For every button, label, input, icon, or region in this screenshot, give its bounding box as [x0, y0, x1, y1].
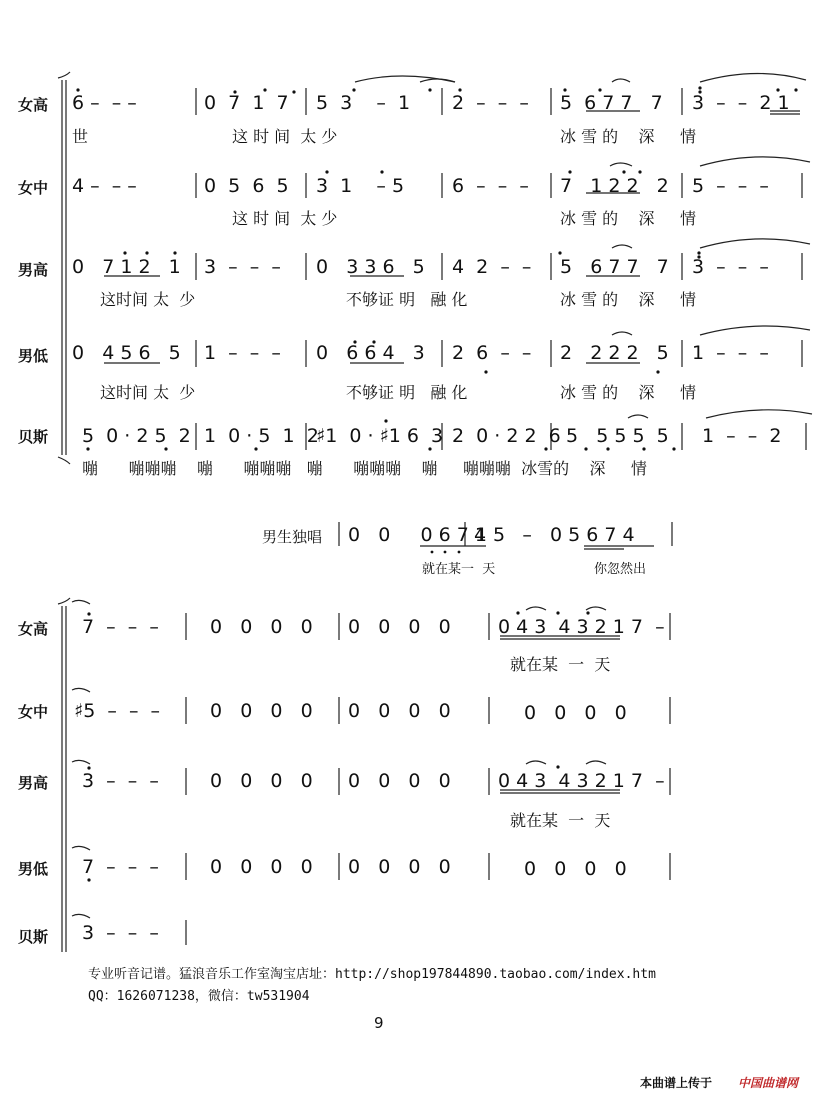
measure: 0 0 0 0 [210, 616, 313, 638]
measure: 5 6 7 7 7 [560, 92, 663, 114]
measure: 2 2 2 2 5 [560, 342, 669, 364]
part-label-soprano: 女高 [18, 96, 49, 114]
lyric: 这 时 间 太 少 [232, 209, 338, 228]
measure: 4 2 – – [452, 256, 532, 278]
measure: 0 0 0 6 7 1 5 [348, 524, 506, 546]
measure: 0 0 0 0 [348, 700, 451, 722]
lyric: 这 时 间 太 少 [232, 127, 338, 146]
lyric: 这时间 太 少 [100, 383, 196, 402]
lyric: 就在某 一 天 [510, 655, 611, 674]
lyric: 嘣 嘣嘣嘣 嘣 嘣嘣嘣 嘣 嘣嘣嘣 嘣 嘣嘣嘣 冰雪的 深 情 [82, 459, 647, 478]
part-label-alto: 女中 [18, 703, 49, 721]
measure: 5 6 7 7 7 [560, 256, 669, 278]
lyric: 冰 雪 的 深 情 [560, 127, 696, 146]
measure: 0 4 3 4 3 2 1 7 – [498, 616, 665, 638]
watermark-text: 本曲谱上传于 [640, 1076, 713, 1090]
measure: 5 3 – 1 [316, 92, 411, 114]
measure: 3 – – 2 1 [692, 92, 790, 114]
lyric: 不够证 明 融 化 [346, 383, 468, 402]
part-label-tenor: 男高 [18, 774, 49, 792]
measure: 5 5 5 5 5 [566, 425, 669, 447]
measure: 0 0 0 0 [524, 702, 627, 724]
measure: 0 0 0 0 [210, 856, 313, 878]
lyric: 冰 雪 的 深 情 [560, 209, 696, 228]
part-label-alto: 女中 [18, 179, 49, 197]
measure: 0 6 6 4 3 [316, 342, 425, 364]
lyric: 世 [72, 127, 89, 146]
measure: 0 0 0 0 [210, 700, 313, 722]
measure: 0 7 1 2 1 [72, 256, 181, 278]
measure: 0 0 0 0 [348, 616, 451, 638]
measure: 7 – – – [82, 856, 159, 878]
measure: ♯1 0 · ♯1 6 3 [316, 425, 444, 447]
lyric: 不够证 明 融 化 [346, 290, 468, 309]
lyric: 冰 雪 的 深 情 [560, 290, 696, 309]
part-label-soprano: 女高 [18, 620, 49, 638]
part-label-bassline: 贝斯 [18, 428, 49, 446]
measure: 3 – – – [204, 256, 281, 278]
solo-label: 男生独唱 [262, 528, 323, 546]
measure: ♯5 – – – [74, 700, 161, 722]
measure: 5 0 · 2 5 2 [82, 425, 191, 447]
measure: 0 4 5 6 5 [72, 342, 181, 364]
measure: 1 – – – [692, 342, 769, 364]
measure: 1 – – – [204, 342, 281, 364]
measure: 0 5 6 5 [204, 175, 289, 197]
measure: 2 – – – [452, 92, 529, 114]
measure: 0 0 0 0 [524, 858, 627, 880]
lyric: 就在某一 天 [422, 562, 496, 577]
measure: 0 3 3 6 5 [316, 256, 425, 278]
measure: 3 – – – [692, 256, 769, 278]
part-label-bassline: 贝斯 [18, 928, 49, 946]
measure: 1 – – 2 [702, 425, 782, 447]
measure: 4 – – – [72, 175, 137, 197]
measure: 5 – – – [692, 175, 769, 197]
measure: 7 – – – [82, 616, 159, 638]
measure: 4 – 0 5 6 7 4 [474, 524, 635, 546]
measure: 0 0 0 0 [348, 856, 451, 878]
lyric: 这时间 太 少 [100, 290, 196, 309]
measure: 0 0 0 0 [348, 770, 451, 792]
measure: 6 – – – [452, 175, 529, 197]
measure: 2 6 – – [452, 342, 532, 364]
measure: 7 1 2 2 2 [560, 175, 669, 197]
measure: 3 – – – [82, 770, 159, 792]
measure: 0 7 1 7 [204, 92, 289, 114]
footer-shop-line: 专业听音记谱。猛浪音乐工作室淘宝店址：http://shop197844890.taobao.com/index.htm [88, 967, 656, 982]
lyric: 你忽然出 [594, 562, 647, 577]
lyric: 就在某 一 天 [510, 811, 611, 830]
page-number: 9 [374, 1014, 384, 1032]
part-label-bass: 男低 [18, 347, 49, 365]
measure: 1 0 · 5 1 2 [204, 425, 319, 447]
measure: 3 – – – [82, 922, 159, 944]
watermark-site: 中国曲谱网 [738, 1076, 799, 1090]
part-label-bass: 男低 [18, 860, 49, 878]
part-label-tenor: 男高 [18, 261, 49, 279]
lyric: 冰 雪 的 深 情 [560, 383, 696, 402]
measure: 0 4 3 4 3 2 1 7 – [498, 770, 665, 792]
measure: 2 0 · 2 2 6 [452, 425, 561, 447]
measure: 0 0 0 0 [210, 770, 313, 792]
measure: 3 1 – 5 [316, 175, 405, 197]
footer-contact-line: QQ：1626071238，微信：tw531904 [88, 989, 310, 1004]
measure: 6 – – – [72, 92, 137, 114]
